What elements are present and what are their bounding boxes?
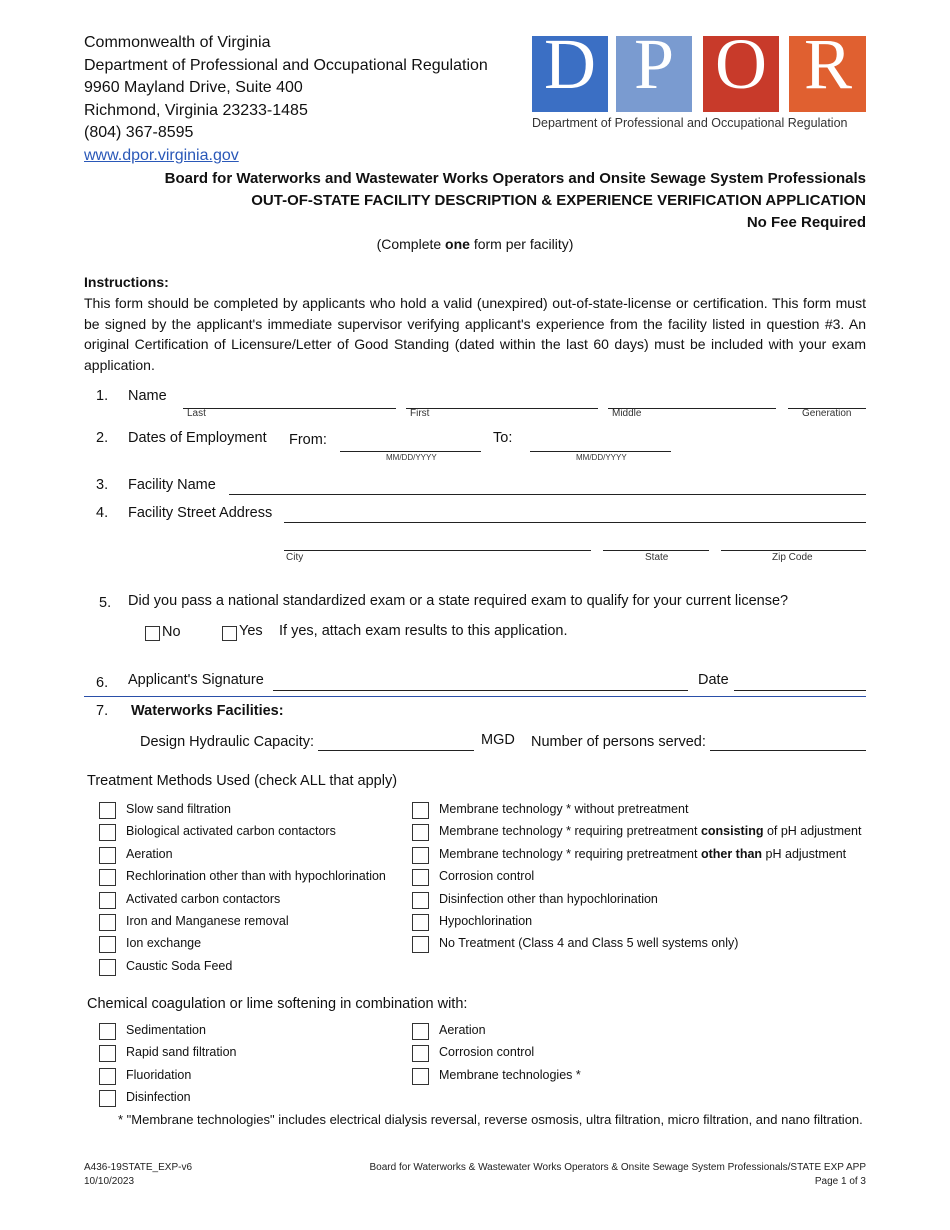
signature-date-field[interactable]: [734, 690, 866, 691]
persons-field[interactable]: [710, 750, 866, 751]
treatment-left-2-label: Aeration: [126, 846, 173, 861]
q7-number: 7.: [96, 703, 109, 719]
first-caption: First: [410, 408, 430, 419]
treatment-left-3-checkbox[interactable]: [99, 869, 116, 886]
board-title: Board for Waterworks and Wastewater Works Operators and Onsite Sewage System Professionals: [164, 170, 866, 187]
exam-no-label: No: [162, 624, 181, 640]
q6-number: 6.: [96, 675, 109, 691]
coag-left-0-label: Sedimentation: [126, 1023, 206, 1037]
from-date-field[interactable]: [340, 451, 481, 452]
street: 9960 Mayland Drive, Suite 400: [84, 79, 303, 97]
city-caption: City: [286, 552, 304, 563]
logo-letter-p: P: [633, 36, 675, 104]
to-date-format: MM/DD/YYYY: [576, 453, 627, 462]
treatment-right-4-label: Disinfection other than hypochlorination: [439, 891, 658, 906]
treatment-right-3-label: Corrosion control: [439, 869, 535, 884]
dept-name: Department of Professional and Occupational Regulation: [84, 56, 488, 74]
treatment-right-2-label: Membrane technology * requiring pretreatment other than pH adjustment: [439, 846, 847, 861]
coag-left-1-label: Rapid sand filtration: [126, 1045, 237, 1060]
q4-number: 4.: [96, 505, 109, 521]
coag-left-1-checkbox[interactable]: [99, 1045, 116, 1062]
q3-label: Facility Name: [128, 477, 216, 493]
q5-question: Did you pass a national standardized exam or a state required exam to qualify for your current license?: [128, 593, 789, 609]
treatment-left-4-label: Activated carbon contactors: [126, 891, 281, 906]
to-label: To:: [493, 430, 513, 446]
facility-name-field[interactable]: [229, 494, 866, 495]
treatment-left-7-checkbox[interactable]: [99, 959, 116, 976]
treatment-left-4-checkbox[interactable]: [99, 892, 116, 909]
treatment-left-7-label: Caustic Soda Feed: [126, 958, 233, 973]
exam-yes-note: If yes, attach exam results to this application.: [279, 623, 568, 639]
section-divider: [84, 696, 866, 697]
treatment-left-2-checkbox[interactable]: [99, 847, 116, 864]
q7-label: Waterworks Facilities:: [131, 703, 284, 719]
coagulation-heading: Chemical coagulation or lime softening in combination with:: [87, 996, 468, 1012]
form-date: 10/10/2023: [84, 1176, 135, 1187]
treatment-right-4-checkbox[interactable]: [412, 892, 429, 909]
q3-number: 3.: [96, 477, 109, 493]
coag-right-2-label: Membrane technologies *: [439, 1067, 581, 1082]
logo-letter-d: D: [544, 36, 596, 104]
treatment-right-0-checkbox[interactable]: [412, 802, 429, 819]
persons-label: Number of persons served:: [531, 734, 706, 750]
treatment-right-3-checkbox[interactable]: [412, 869, 429, 886]
form-code: A436-19STATE_EXP-v6: [84, 1162, 193, 1173]
treatment-left-3-label: Rechlorination other than with hypochlorination: [126, 869, 386, 884]
last-caption: Last: [187, 408, 206, 419]
page-number: Page 1 of 3: [814, 1176, 866, 1187]
treatment-left-0-checkbox[interactable]: [99, 802, 116, 819]
treatment-right-5-label: Hypochlorination: [439, 914, 533, 928]
q1-number: 1.: [96, 388, 109, 404]
q4-label: Facility Street Address: [128, 505, 273, 521]
dpor-logo: [532, 36, 866, 112]
from-label: From:: [289, 432, 327, 448]
coag-right-1-label: Corrosion control: [439, 1045, 535, 1060]
capacity-label: Design Hydraulic Capacity:: [140, 734, 315, 750]
logo-letter-o: O: [715, 36, 767, 104]
city: Richmond, Virginia 23233-1485: [84, 101, 308, 119]
coag-left-2-checkbox[interactable]: [99, 1068, 116, 1085]
street-address-field[interactable]: [284, 522, 866, 523]
coag-right-0-label: Aeration: [439, 1023, 486, 1037]
q5-number: 5.: [99, 595, 112, 611]
coag-right-2-checkbox[interactable]: [412, 1068, 429, 1085]
to-date-field[interactable]: [530, 451, 671, 452]
website-link[interactable]: www.dpor.virginia.gov: [84, 146, 239, 164]
treatment-right-1-label: Membrane technology * requiring pretreatment consisting of pH adjustment: [439, 824, 862, 839]
treatment-left-5-label: Iron and Manganese removal: [126, 914, 289, 928]
q2-number: 2.: [96, 430, 109, 446]
city-field[interactable]: [284, 550, 591, 551]
q6-label: Applicant's Signature: [128, 672, 264, 688]
state-field[interactable]: [603, 550, 709, 551]
exam-yes-checkbox[interactable]: [222, 626, 237, 641]
logo-caption: Department of Professional and Occupational Regulation: [532, 116, 848, 130]
exam-yes-label: Yes: [239, 623, 263, 639]
treatment-right-1-checkbox[interactable]: [412, 824, 429, 841]
date-label: Date: [698, 672, 729, 688]
q2-label: Dates of Employment: [128, 430, 267, 446]
treatment-left-0-label: Slow sand filtration: [126, 802, 231, 816]
treatment-left-6-label: Ion exchange: [126, 936, 202, 951]
treatment-right-6-checkbox[interactable]: [412, 936, 429, 953]
treatment-right-2-checkbox[interactable]: [412, 847, 429, 864]
footer-board: Board for Waterworks & Wastewater Works Operators & Onsite Sewage System Professionals/STATE EXP APP: [369, 1162, 866, 1173]
q1-label: Name: [128, 388, 167, 404]
instructions-heading: Instructions:: [84, 274, 169, 290]
treatment-right-5-checkbox[interactable]: [412, 914, 429, 931]
instructions-text: This form should be completed by applicants who hold a valid (unexpired) out-of-state-license or certification. This form must be signed by the applicant's immediate supervisor verifying applicant's experience from the facility listed in question #3. An original Certification of Licensure/Letter of Good Standing (dated within the last 60 days) must be included with your exam application.: [84, 295, 866, 373]
fee-note: No Fee Required: [746, 214, 866, 231]
treatment-left-1-checkbox[interactable]: [99, 824, 116, 841]
state-caption: State: [645, 552, 669, 563]
last-name-field[interactable]: [183, 408, 396, 409]
zip-caption: Zip Code: [772, 552, 813, 563]
signature-field[interactable]: [273, 690, 688, 691]
coag-left-2-label: Fluoridation: [126, 1067, 192, 1082]
org-name: Commonwealth of Virginia: [84, 34, 271, 51]
coag-right-0-checkbox[interactable]: [412, 1023, 429, 1040]
first-name-field[interactable]: [406, 408, 598, 409]
middle-caption: Middle: [612, 408, 642, 419]
treatment-right-0-label: Membrane technology * without pretreatment: [439, 802, 689, 816]
exam-no-checkbox[interactable]: [145, 626, 160, 641]
generation-caption: Generation: [802, 408, 852, 419]
coag-right-1-checkbox[interactable]: [412, 1045, 429, 1062]
phone: (804) 367-8595: [84, 124, 194, 142]
treatment-left-1-label: Biological activated carbon contactors: [126, 824, 336, 839]
coag-left-3-checkbox[interactable]: [99, 1090, 116, 1107]
capacity-field[interactable]: [318, 750, 474, 751]
logo-letter-r: R: [803, 36, 853, 104]
membrane-footnote: * "Membrane technologies" includes electrical dialysis reversal, reverse osmosis, ultra filtration, micro filtration, and nano filtration.: [118, 1112, 863, 1127]
coag-left-0-checkbox[interactable]: [99, 1023, 116, 1040]
capacity-unit: MGD: [481, 732, 515, 748]
form-count-note: (Complete one form per facility): [376, 236, 574, 252]
zip-field[interactable]: [721, 550, 866, 551]
coag-left-3-label: Disinfection: [126, 1090, 191, 1105]
form-title: OUT-OF-STATE FACILITY DESCRIPTION & EXPERIENCE VERIFICATION APPLICATION: [251, 192, 866, 209]
from-date-format: MM/DD/YYYY: [386, 453, 437, 462]
treatment-right-6-label: No Treatment (Class 4 and Class 5 well systems only): [439, 936, 739, 951]
treatment-heading: Treatment Methods Used (check ALL that apply): [87, 773, 398, 789]
treatment-left-6-checkbox[interactable]: [99, 936, 116, 953]
agency-address: [84, 32, 488, 168]
treatment-left-5-checkbox[interactable]: [99, 914, 116, 931]
